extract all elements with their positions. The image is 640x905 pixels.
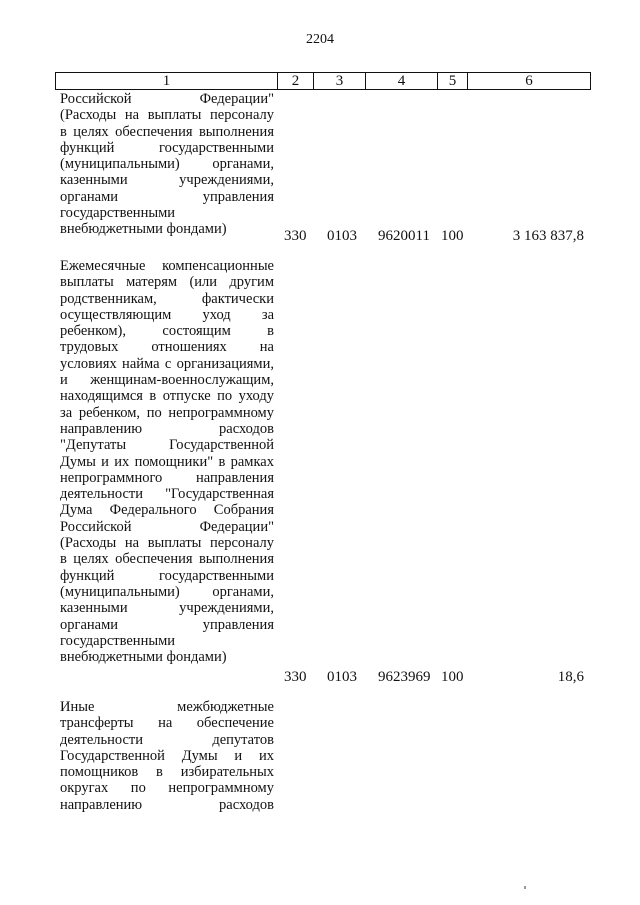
row-2-line: ребенком), состоящим в xyxy=(60,323,274,340)
row-2-section: 330 xyxy=(284,669,307,685)
row-2-line: и женщинам-военнослужащим, xyxy=(60,372,274,389)
row-1-description xyxy=(60,91,274,238)
row-1-line: государственными xyxy=(60,205,176,222)
row-2-line: находящимся в отпуске по уходу xyxy=(60,388,274,405)
row-1-line: органами управления xyxy=(60,188,274,205)
row-3-line: Государственной Думы и их xyxy=(60,747,274,764)
row-1-line: (муниципальными) органами, xyxy=(60,156,274,173)
header-col-1: 1 xyxy=(56,73,278,89)
row-3-line: деятельности депутатов xyxy=(60,731,274,748)
row-1-line: казенными учреждениями, xyxy=(60,172,274,189)
row-2-line: осуществляющим уход за xyxy=(60,306,274,323)
row-2-line: выплаты матерям (или другим xyxy=(60,274,274,291)
row-3-line: помощников в избирательных xyxy=(60,764,274,781)
row-3-line: округах по непрограммному xyxy=(60,780,274,797)
header-col-2: 2 xyxy=(278,73,314,89)
row-2-line: Думы и их помощники" в рамках xyxy=(60,453,274,470)
row-1-line: внебюджетными фондами) xyxy=(60,221,227,238)
row-2-amount: 18,6 xyxy=(557,669,584,685)
row-3-description xyxy=(60,699,274,813)
header-col-5: 5 xyxy=(438,73,468,89)
row-2-line: внебюджетными фондами) xyxy=(60,649,227,666)
row-2-expense-type: 100 xyxy=(441,669,464,685)
header-col-3: 3 xyxy=(314,73,366,89)
row-2-line: непрограммного направления xyxy=(60,469,274,486)
row-1-target-article: 9620011 xyxy=(378,228,430,244)
row-1-line: функций государственными xyxy=(60,139,274,156)
row-1-expense-type: 100 xyxy=(441,228,464,244)
row-2-subsection: 0103 xyxy=(327,669,357,685)
row-2-line: деятельности "Государственная xyxy=(60,486,274,503)
row-3-line: трансферты на обеспечение xyxy=(60,715,274,732)
row-2-line: государственными xyxy=(60,632,176,649)
row-1-subsection: 0103 xyxy=(327,228,357,244)
row-2-line: Российской Федерации" xyxy=(60,518,274,535)
row-1-line: (Расходы на выплаты персоналу xyxy=(60,107,274,124)
row-2-line: в целях обеспечения выполнения xyxy=(60,551,274,568)
row-3-line: направлению расходов xyxy=(60,796,274,813)
row-2-line: направлению расходов xyxy=(60,420,274,437)
row-2-line: трудовых отношениях на xyxy=(60,339,274,356)
page-number: 2204 xyxy=(306,32,334,47)
row-2-line: казенными учреждениями, xyxy=(60,600,274,617)
row-1-line: в целях обеспечения выполнения xyxy=(60,123,274,140)
row-2-line: органами управления xyxy=(60,616,274,633)
row-3-line: Иные межбюджетные xyxy=(60,699,274,715)
row-2-line: "Депутаты Государственной xyxy=(60,437,274,454)
row-1-line: Российской Федерации" xyxy=(60,91,274,107)
row-2-line: Ежемесячные компенсационные xyxy=(60,258,274,274)
row-2-line: (муниципальными) органами, xyxy=(60,583,274,600)
header-col-4: 4 xyxy=(366,73,438,89)
row-2-line: (Расходы на выплаты персоналу xyxy=(60,535,274,552)
row-2-description xyxy=(60,258,274,665)
row-2-line: за ребенком, по непрограммному xyxy=(60,404,274,421)
row-2-line: условиях найма с организациями, xyxy=(60,355,274,372)
scan-speck xyxy=(524,886,526,889)
header-col-6: 6 xyxy=(525,73,533,89)
row-1-section: 330 xyxy=(284,228,307,244)
row-2-line: родственникам, фактически xyxy=(60,290,274,307)
row-1-amount: 3 163 837,8 xyxy=(512,228,584,244)
table-header-row xyxy=(55,72,591,90)
row-2-line: Дума Федерального Собрания xyxy=(60,502,274,519)
row-2-line: функций государственными xyxy=(60,567,274,584)
row-2-target-article: 9623969 xyxy=(378,669,431,685)
